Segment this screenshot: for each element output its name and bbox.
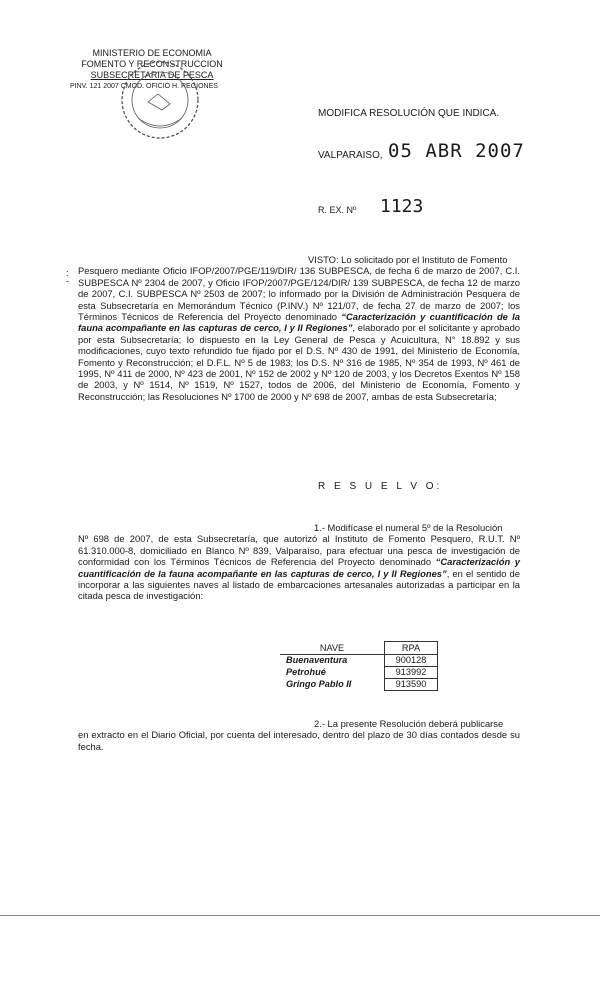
reference-line: PINV. 121 2007 CMOD. OFICIO H. REGIONES <box>70 83 218 90</box>
nave-column-header: NAVE <box>280 642 385 655</box>
subsecretary-line: SUBSECRETARIA DE PESCA <box>90 70 214 80</box>
date-stamp: 05 ABR 2007 <box>388 140 525 162</box>
table-header-row <box>280 642 438 655</box>
vessel-name: Petrohué <box>286 667 326 677</box>
article-1-text-a: Nº 698 de 2007, de esta Subsecretaría, que autorizó al Instituto de Fomento Pesquero, R.U.T. Nº 61.310.000-8, domiciliado en Blanco Nº 839, Valparaíso, para efectuar una pesca de investigación de conformidad con los Términos Técnicos de Referencia del Proyecto denominado <box>78 533 520 568</box>
resuelvo-heading: R E S U E L V O: <box>318 481 443 492</box>
margin-mark: - <box>66 276 69 286</box>
article-1-project-name: “Caracterización y cuantificación de la fauna acompañante en las capturas de cerco, I y II Regiones” <box>78 556 520 579</box>
article-2-text: en extracto en el Diario Oficial, por cuenta del interesado, dentro del plazo de 30 días contados desde su fecha. <box>78 729 520 752</box>
article-2-paragraph <box>78 718 520 752</box>
resolution-number: 1123 <box>380 196 424 217</box>
visto-first-line: VISTO: Lo solicitado por el Instituto de Fomento <box>308 254 508 265</box>
table-row <box>280 667 438 679</box>
vessels-table <box>280 641 438 691</box>
place-label: VALPARAISO, <box>318 150 383 161</box>
official-seal-stamp <box>118 58 202 142</box>
resolution-label: R. EX. Nº <box>318 205 357 215</box>
vessel-rpa: 913992 <box>385 667 438 679</box>
document-subject: MODIFICA RESOLUCIÓN QUE INDICA. <box>318 108 500 119</box>
article-1-first-line: 1.- Modifícase el numeral 5º de la Resolución <box>314 522 503 533</box>
ministry-line: MINISTERIO DE ECONOMIA <box>92 48 212 58</box>
vessel-name: Buenaventura <box>286 655 348 666</box>
vessel-name: Gringo Pablo II <box>286 679 352 689</box>
rpa-column-header: RPA <box>385 642 438 655</box>
vessel-rpa: 913590 <box>385 679 438 691</box>
visto-text-a: Pesquero mediante Oficio IFOP/2007/PGE/119/DIR/ 136 SUBPESCA, de fecha 6 de marzo de 2007, C.I. SUBPESCA Nº 2304 de 2007, y Oficio IFOP/2007/PGE/124/DIR/ 139 SUBPESCA, de fecha 12 de marzo de 2007, C.I. SUBPESCA Nº 2503 de 2007; lo informado por la División de Administración Pesquera de esta Subsecretaría en Memorándum Técnico (P.INV.) Nº 121/07, de fecha 27 de marzo de 2007; los Términos Técnicos de Referencia del Proyecto denominado <box>78 265 520 323</box>
article-1-paragraph <box>78 522 520 602</box>
table-row <box>280 679 438 691</box>
margin-mark: : <box>66 268 69 278</box>
visto-paragraph <box>78 254 520 402</box>
table-row <box>280 655 438 667</box>
vessel-rpa: 900128 <box>385 655 438 667</box>
ministry-line-2: FOMENTO Y RECONSTRUCCION <box>81 59 223 69</box>
visto-text-b: , elaborado por el solicitante y aprobado por esta Subsecretaría; lo dispuesto en la Ley General de Pesca y Acuicultura, N° 18.892 y sus modificaciones, cuyo texto refundido fue fijado por el D.S. Nº 430 de 1991, del Ministerio de Economía, Fomento y Reconstrucción; el D.F.L. Nº 5 de 1983; los D.S. Nº 316 de 1985, Nº 354 de 1993, Nº 461 de 1995, Nº 411 de 2000, Nº 423 de 2001, Nº 152 de 2002 y Nº 120 de 2003, y los Decretos Exentos Nº 158 de 2003, y Nº 1514, Nº 1519, Nº 1527, todos de 2006, del Ministerio de Economía, Fomento y Reconstrucción; las Resoluciones Nº 1700 de 2000 y Nº 698 de 2007, ambas de esta Subsecretaría; <box>78 322 520 402</box>
footer-divider <box>0 915 600 916</box>
article-2-first-line: 2.- La presente Resolución deberá publicarse <box>314 718 504 729</box>
visto-project-name: “Caracterización y cuantificación de la fauna acompañante en las capturas de cerco, I y II Regiones” <box>78 311 521 334</box>
article-1-text-b: , en el sentido de incorporar a las siguientes naves al listado de embarcaciones artesanales autorizadas a participar en la citada pesca de investigación: <box>78 567 520 602</box>
